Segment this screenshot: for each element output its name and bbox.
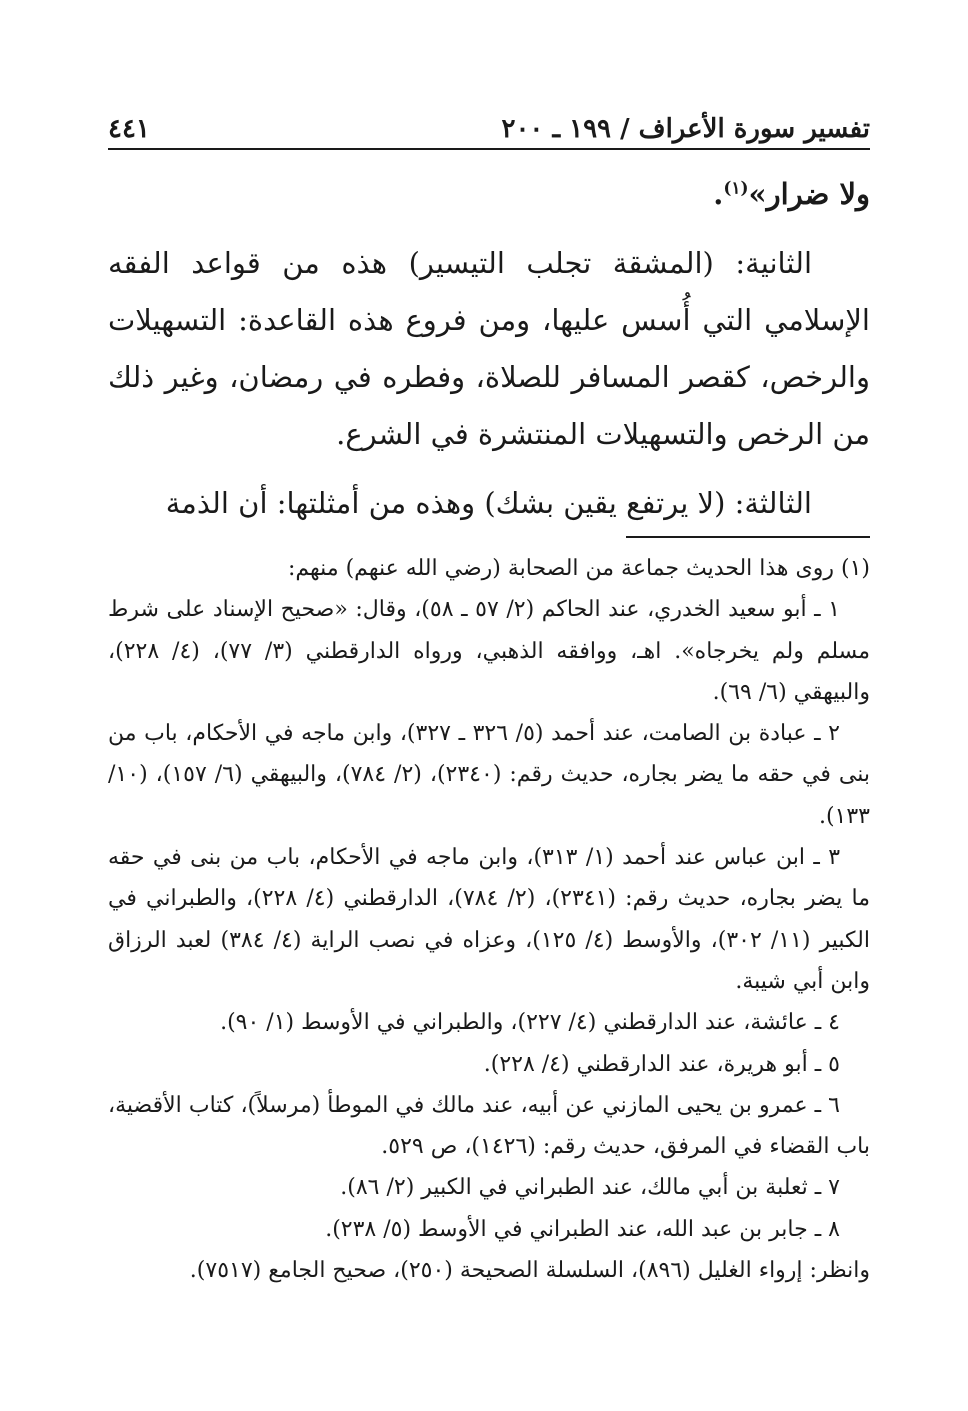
footnote-reference: (١) bbox=[723, 178, 749, 199]
continuation-text: ولا ضرار» bbox=[748, 177, 870, 211]
continuation-end: . bbox=[713, 177, 724, 211]
footnotes-section bbox=[108, 548, 870, 1291]
footnote-item: ٧ ـ ثعلبة بن أبي مالك، عند الطبراني في الكبير (٢/ ٨٦). bbox=[340, 1175, 840, 1201]
footnote-item: ٦ ـ عمرو بن يحيى المازني عن أبيه، عند مالك في الموطأ (مرسلاً)، كتاب الأقضية، باب القضاء في المرفق، حديث رقم: (١٤٢٦)، ص ٥٢٩. bbox=[108, 1092, 870, 1160]
footnote-divider bbox=[626, 536, 870, 538]
paragraph-third-rule: الثالثة: (لا يرتفع يقين بشك) وهذه من أمثلتها: أن الذمة bbox=[165, 486, 812, 520]
footnote-item: ٥ ـ أبو هريرة، عند الدارقطني (٤/ ٢٢٨). bbox=[483, 1051, 840, 1077]
footnote-item: ٣ ـ ابن عباس عند أحمد (١/ ٣١٣)، وابن ماجه في الأحكام، باب من بنى في حقه ما يضر بجاره، حديث رقم: (٢٣٤١)، (٢/ ٧٨٤)، الدارقطني (٤/ ٢٢٨)، والطبراني في الكبير (١١/ ٣٠٢)، والأوسط (٤/ ١٢٥)، وعزاه في نصب الراية (٤/ ٣٨٤) لعبد الرزاق وابن أبي شيبة. bbox=[108, 845, 871, 994]
header-divider bbox=[108, 148, 870, 150]
footnote-item: ٤ ـ عائشة، عند الدارقطني (٤/ ٢٢٧)، والطبراني في الأوسط (١/ ٩٠). bbox=[220, 1010, 840, 1036]
paragraph-second-rule: الثانية: (المشقة تجلب التيسير) هذه من قواعد الفقه الإسلامي التي أُسس عليها، ومن فروع هذه القاعدة: التسهيلات والرخص، كقصر المسافر للصلاة، وفطره في رمضان، وغير ذلك من الرخص والتسهيلات المنتشرة في الشرع. bbox=[108, 246, 870, 451]
footnote-item: ٨ ـ جابر بن عبد الله، عند الطبراني في الأوسط (٥/ ٢٣٨). bbox=[325, 1216, 840, 1242]
running-header bbox=[108, 104, 870, 144]
page-number: ٤٤١ bbox=[108, 114, 150, 144]
footnote-see-also: وانظر: إرواء الغليل (٨٩٦)، السلسلة الصحيحة (٢٥٠)، صحيح الجامع (٧٥١٧). bbox=[189, 1258, 870, 1284]
footnote-intro: (١) روى هذا الحديث جماعة من الصحابة (رضي الله عنهم) منهم: bbox=[287, 556, 870, 581]
main-text bbox=[108, 166, 870, 532]
footnote-item: ١ ـ أبو سعيد الخدري، عند الحاكم (٢/ ٥٧ ـ ٥٨)، وقال: «صحيح الإسناد على شرط مسلم ولم يخرجاه». اهـ، ووافقه الذهبي، ورواه الدارقطني (٣/ ٧٧)، (٤/ ٢٢٨)، والبيهقي (٦/ ٦٩). bbox=[108, 597, 871, 705]
continuation-line bbox=[108, 166, 870, 223]
footnote-item: ٢ ـ عبادة بن الصامت، عند أحمد (٥/ ٣٢٦ ـ ٣٢٧)، وابن ماجه في الأحكام، باب من بنى في حقه ما يضر بجاره، حديث رقم: (٢٣٤٠)، (٢/ ٧٨٤)، والبيهقي (٦/ ١٥٧)، (١٠/ ١٣٣). bbox=[108, 721, 870, 829]
running-title: تفسير سورة الأعراف / ١٩٩ ـ ٢٠٠ bbox=[501, 114, 870, 144]
